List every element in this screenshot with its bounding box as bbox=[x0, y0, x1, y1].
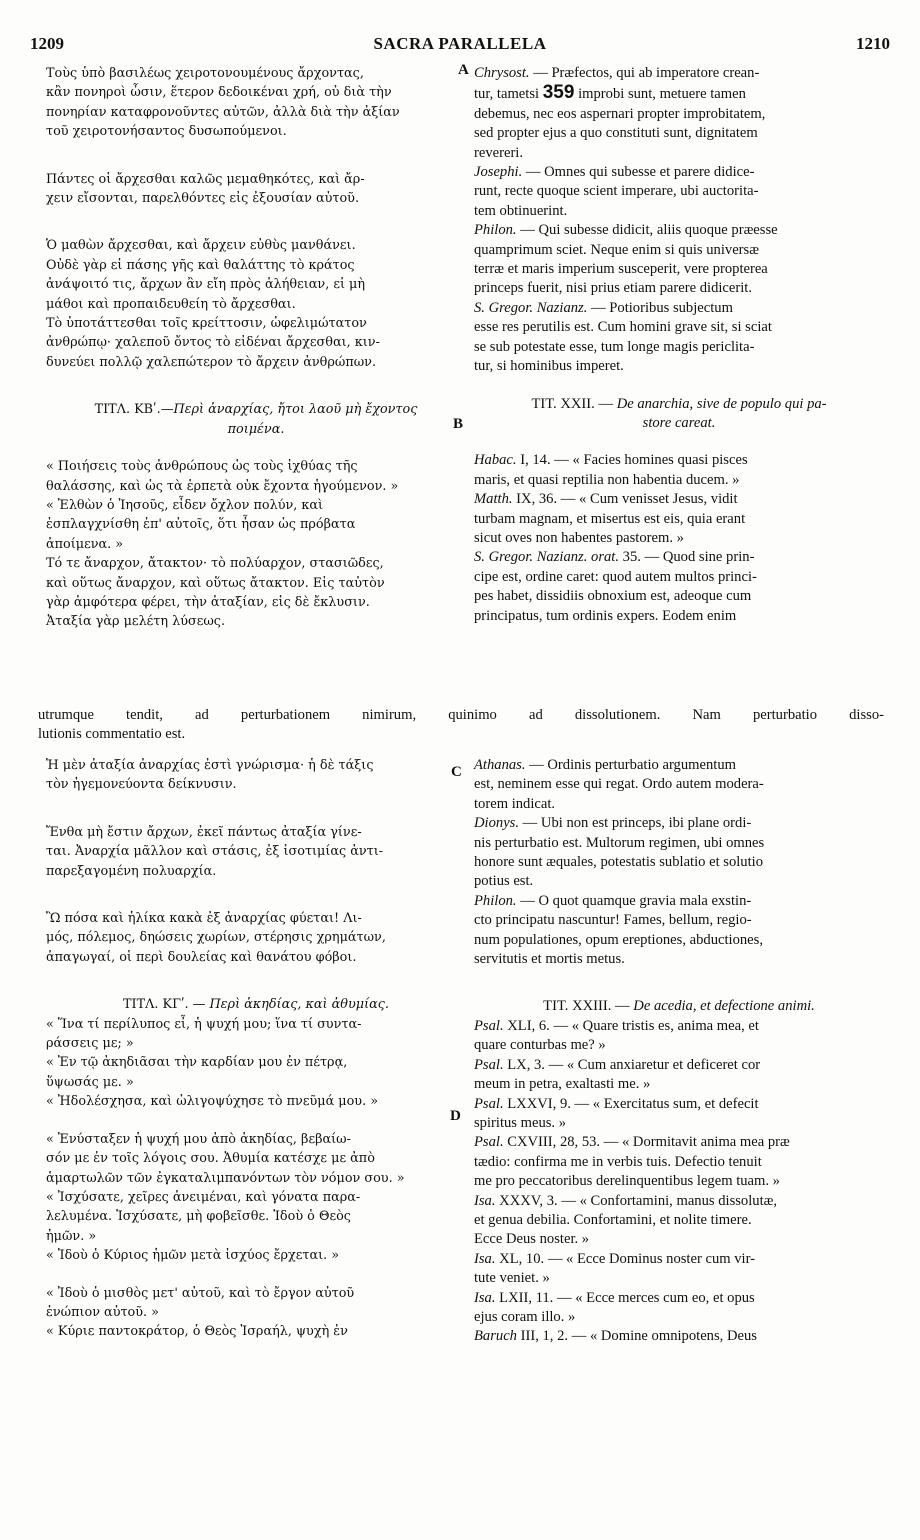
source-citation: Isa. bbox=[474, 1289, 496, 1306]
text-run: est, neminem esse qui regat. Ordo autem modera- bbox=[474, 776, 764, 793]
latin-paragraph bbox=[474, 1289, 884, 1328]
marker-c: C bbox=[451, 764, 462, 780]
text-line: παρεξαγομένη πολυαρχία. bbox=[46, 863, 217, 879]
source-citation: Psal. bbox=[474, 1017, 504, 1034]
latin-paragraph bbox=[474, 892, 884, 970]
text-line bbox=[474, 756, 884, 775]
text-line bbox=[474, 83, 884, 104]
text-run: esse res perutilis est. Cum homini grave sit, si sciat bbox=[474, 319, 772, 336]
text-line: σόν με ἐν τοῖς λόγοις σου. Ἀθυμία κατέσχε με ἀπὸ bbox=[46, 1151, 375, 1167]
text-line bbox=[474, 124, 884, 143]
text-run: quamprimum sciet. Neque enim si quis universæ bbox=[474, 241, 759, 258]
text-line bbox=[474, 1017, 884, 1036]
text-line bbox=[474, 1172, 884, 1191]
text-run: — « Facies homines quasi pisces bbox=[554, 452, 748, 469]
text-line bbox=[474, 451, 884, 470]
title-line: ποιμένα. bbox=[227, 421, 285, 437]
source-citation: Habac. bbox=[474, 452, 517, 469]
source-citation: Isa. bbox=[474, 1250, 496, 1267]
text-line bbox=[474, 1327, 884, 1346]
text-line: πονηρίαν καταφρονοῦντες αὐτῶν, ἀλλὰ διὰ τὴν ἀξίαν bbox=[46, 104, 400, 120]
text-line bbox=[474, 105, 884, 124]
latin-paragraph bbox=[474, 163, 884, 221]
text-line: γὰρ ἀμφότερα φέρει, τὴν ἀταξίαν, εἰς δὲ ἔκλυσιν. bbox=[46, 594, 370, 610]
text-run: se sub potestate esse, tum longe magis periclita- bbox=[474, 338, 755, 355]
text-line bbox=[474, 529, 884, 548]
text-run: meum in petra, exaltasti me. » bbox=[474, 1076, 651, 1093]
text-run: terræ et maris imperium susceperit, vere propterea bbox=[474, 261, 768, 278]
text-line: « Ἐνύσταξεν ἡ ψυχή μου ἀπὸ ἀκηδίας, βεβαίω- bbox=[46, 1131, 351, 1147]
text-line bbox=[474, 1192, 884, 1211]
text-line: ἀνάψοιτό τις, ἄρχων ἂν εἴη πρὸς ἀλήθειαν, εἰ μὴ bbox=[46, 277, 366, 293]
text-line bbox=[474, 202, 884, 221]
greek-paragraph bbox=[46, 1322, 466, 1341]
text-line bbox=[474, 490, 884, 509]
source-citation: S. Gregor. Nazianz. bbox=[474, 299, 588, 316]
text-line: Τό τε ἄναρχον, ἄτακτον· τὸ πολύαρχον, στασιῶδες, bbox=[46, 556, 384, 572]
text-line: ἁμαρτωλῶν τῶν ἐγκαταλιμπανόντων τὸν νόμον σου. » bbox=[46, 1170, 405, 1186]
text-run: tur, tametsi bbox=[474, 86, 543, 103]
latin-paragraph bbox=[474, 814, 884, 892]
source-citation: Josephi. bbox=[474, 164, 523, 181]
text-run: tædio: confirma me in verbis tuis. Defectio tenuit bbox=[474, 1153, 762, 1170]
source-citation: Psal. bbox=[474, 1056, 504, 1073]
text-line bbox=[474, 892, 884, 911]
page-number-right: 1210 bbox=[856, 34, 890, 53]
text-line: Τοὺς ὑπὸ βασιλέως χειροτονουμένους ἄρχοντας, bbox=[46, 66, 364, 81]
text-line: ἀποίμενα. » bbox=[46, 536, 124, 552]
text-run: me pro peccatoribus derelinquentibus legem tuam. » bbox=[474, 1173, 780, 1190]
text-run: cipe est, ordine caret: quod autem multos princi- bbox=[474, 568, 757, 585]
citation-ref: XL, 10. bbox=[499, 1250, 545, 1267]
text-run: — « Confortamini, manus dissolutæ, bbox=[561, 1192, 778, 1209]
title-line bbox=[474, 395, 884, 414]
source-citation: Philon. bbox=[474, 892, 517, 909]
latin-paragraph bbox=[474, 1133, 884, 1191]
text-run: quare conturbas me? » bbox=[474, 1037, 606, 1054]
text-line: ἡμῶν. » bbox=[46, 1228, 97, 1244]
text-run: servitutis et mortis metus. bbox=[474, 951, 625, 968]
text-line bbox=[474, 1211, 884, 1230]
greek-paragraph bbox=[46, 1092, 466, 1111]
text-line bbox=[474, 182, 884, 201]
text-line: « Κύριε παντοκράτορ, ὁ Θεὸς Ἰσραήλ, ψυχὴ ἐν bbox=[46, 1324, 348, 1340]
latin-paragraph bbox=[474, 1327, 884, 1346]
text-run: revereri. bbox=[474, 144, 524, 161]
text-line: ὕψωσάς με. » bbox=[46, 1074, 134, 1090]
text-line bbox=[474, 587, 884, 606]
text-run: turbam magnam, et misertus est eis, quia erant bbox=[474, 510, 746, 527]
source-citation: Athanas. bbox=[474, 757, 526, 773]
page-number-left: 1209 bbox=[30, 34, 64, 53]
latin-paragraph bbox=[474, 299, 884, 377]
text-line bbox=[474, 1056, 884, 1075]
citation-ref: I, 14. bbox=[520, 452, 551, 469]
text-line bbox=[474, 931, 884, 950]
text-line: « Ἐλθὼν ὁ Ἰησοῦς, εἶδεν ὄχλον πολύν, καὶ bbox=[46, 497, 324, 513]
greek-paragraph bbox=[46, 1284, 466, 1323]
text-line bbox=[474, 64, 884, 83]
text-run: potius est. bbox=[474, 873, 534, 890]
text-line bbox=[474, 1036, 884, 1055]
running-header bbox=[30, 34, 890, 62]
greek-paragraph bbox=[46, 457, 466, 496]
text-line: « Ἐν τῷ ἀκηδιᾶσαι τὴν καρδίαν μου ἐν πέτρᾳ, bbox=[46, 1055, 348, 1071]
greek-paragraph bbox=[46, 1246, 466, 1265]
greek-paragraph bbox=[46, 1130, 466, 1188]
text-run: — « Ecce merces cum eo, et opus bbox=[556, 1289, 755, 1306]
greek-column-top bbox=[46, 64, 466, 632]
text-run: — « Domine omnipotens, Deus bbox=[571, 1328, 757, 1345]
text-line bbox=[474, 241, 884, 260]
text-run: principatus, tum ordinis expers. Eodem enim bbox=[474, 607, 737, 624]
text-line bbox=[474, 471, 884, 490]
text-line: Ἀταξία γὰρ μελέτη λύσεως. bbox=[46, 614, 226, 630]
citation-ref: 35. bbox=[622, 549, 641, 566]
citation-ref: CXVIII, 28, 53. bbox=[507, 1134, 601, 1151]
text-line bbox=[474, 872, 884, 891]
text-run: debemus, nec eos aspernari propter improbitatem, bbox=[474, 105, 766, 122]
text-run: runt, recte quoque scient imperare, ubi auctorita- bbox=[474, 183, 759, 200]
text-run: nis perturbatio est. Multorum regimen, ubi omnes bbox=[474, 834, 765, 851]
source-citation: Psal. bbox=[474, 1095, 504, 1112]
greek-paragraph bbox=[46, 554, 466, 632]
text-line bbox=[474, 1308, 884, 1327]
latin-paragraph bbox=[474, 1056, 884, 1095]
text-line bbox=[474, 607, 884, 626]
text-line: « Ἰσχύσατε, χεῖρες ἀνειμέναι, καὶ γόνατα παρα- bbox=[46, 1189, 361, 1205]
marker-d: D bbox=[450, 1108, 461, 1124]
title-lead: TIT. XXII. — bbox=[531, 395, 617, 412]
source-citation: Isa. bbox=[474, 1192, 496, 1209]
title-line: store careat. bbox=[642, 414, 716, 431]
latin-paragraph bbox=[474, 451, 884, 490]
text-line: « Ἵνα τί περίλυπος εἶ, ἡ ψυχή μου; ἵνα τί συντα- bbox=[46, 1016, 362, 1032]
text-line bbox=[474, 1114, 884, 1133]
text-run: — Ubi non est princeps, ibi plane ordi- bbox=[522, 815, 752, 832]
text-line: Πάντες οἱ ἄρχεσθαι καλῶς μεμαθηκότες, καὶ ἄρ- bbox=[46, 171, 365, 187]
title-lead: ΤΙΤΛ. ΚΓʹ. — bbox=[123, 997, 210, 1013]
title-line bbox=[474, 997, 884, 1016]
text-line bbox=[474, 1230, 884, 1249]
text-run: honore sunt æquales, potestatis sublatio et solutio bbox=[474, 854, 764, 871]
text-run: — « Exercitatus sum, et defecit bbox=[574, 1095, 759, 1112]
text-run: ejus coram illo. » bbox=[474, 1308, 576, 1325]
text-line: ται. Ἀναρχία μᾶλλον καὶ στάσις, ἐξ ἰσοτιμίας ἀντι- bbox=[46, 844, 384, 860]
text-line: θαλάσσης, καὶ ὡς τὰ ἑρπετὰ οὐκ ἔχοντα ἡγούμενον. » bbox=[46, 478, 399, 494]
text-line bbox=[474, 1250, 884, 1269]
text-run: — « Quare tristis es, anima mea, et bbox=[553, 1017, 759, 1034]
latin-column-bottom bbox=[474, 756, 884, 1347]
text-run: — « Dormitavit anima mea præ bbox=[603, 1134, 790, 1151]
greek-paragraph bbox=[46, 170, 466, 209]
text-line bbox=[474, 510, 884, 529]
latin-paragraph bbox=[474, 1250, 884, 1289]
text-run: cto principatu nascuntur! Fames, bellum, regio- bbox=[474, 912, 752, 929]
text-run: Ecce Deus noster. » bbox=[474, 1231, 590, 1248]
source-citation: Chrysost. bbox=[474, 65, 530, 81]
text-line: ἐσπλαγχνίσθη ἐπ' αὐτοῖς, ὅτι ἦσαν ὡς πρόβατα bbox=[46, 517, 356, 533]
text-line bbox=[474, 1269, 884, 1288]
text-line bbox=[474, 911, 884, 930]
text-line: λελυμένα. Ἰσχύσατε, μὴ φοβεῖσθε. Ἰδοὺ ὁ Θεὸς bbox=[46, 1209, 351, 1225]
text-line: Τὸ ὑποτάττεσθαι τοῖς κρείττοσιν, ὠφελιμώτατον bbox=[46, 316, 367, 332]
title-text: De anarchia, sive de populo qui pa- bbox=[616, 395, 827, 412]
title-line bbox=[46, 400, 466, 419]
greek-paragraph bbox=[46, 909, 466, 967]
latin-column-top bbox=[474, 64, 884, 626]
title-lead: ΤΙΤΛ. ΚΒʹ.— bbox=[94, 402, 174, 418]
source-citation: S. Gregor. Nazianz. orat. bbox=[474, 549, 620, 566]
title-text: De acedia, et defectione animi. bbox=[633, 998, 815, 1015]
citation-ref: LX, 3. bbox=[507, 1056, 545, 1073]
latin-paragraph bbox=[474, 490, 884, 548]
marker-a: A bbox=[458, 62, 469, 78]
citation-ref: LXII, 11. bbox=[499, 1289, 554, 1306]
text-line bbox=[474, 260, 884, 279]
latin-paragraph bbox=[474, 1095, 884, 1134]
text-line bbox=[474, 950, 884, 969]
text-line: χειν εἴσονται, παρελθόντες εἰς ἐξουσίαν αὐτοῦ. bbox=[46, 191, 360, 207]
latin-paragraph bbox=[474, 1017, 884, 1056]
text-line bbox=[474, 338, 884, 357]
latin-paragraph bbox=[474, 221, 884, 299]
title-text: Περὶ ἀναρχίας, ἤτοι λαοῦ μὴ ἔχοντος bbox=[173, 402, 418, 418]
text-run: — Omnes qui subesse et parere didice- bbox=[525, 164, 755, 181]
latin-paragraph bbox=[474, 756, 884, 814]
text-run: maris, et quasi reptilia non habentia ducem. » bbox=[474, 471, 740, 488]
greek-paragraph bbox=[46, 64, 466, 142]
text-run: tute veniet. » bbox=[474, 1270, 550, 1287]
text-line: Οὐδὲ γὰρ εἰ πάσης γῆς καὶ θαλάττης τὸ κράτος bbox=[46, 257, 355, 273]
spanning-line: utrumque tendit, ad perturbationem nimirum, quinimo ad dissolutionem. Nam perturbatio disso- bbox=[38, 707, 884, 723]
latin-section-title bbox=[474, 395, 884, 434]
text-run: — Præfectos, qui ab imperatore crean- bbox=[533, 65, 760, 81]
text-run: improbi sunt, metuere tamen bbox=[574, 86, 746, 103]
source-citation: Psal. bbox=[474, 1134, 504, 1151]
text-line bbox=[474, 775, 884, 794]
text-line: ἐνώπιον αὐτοῦ. » bbox=[46, 1304, 160, 1320]
source-citation: Philon. bbox=[474, 222, 517, 239]
text-line: ράσσεις με; » bbox=[46, 1036, 134, 1052]
text-line bbox=[474, 357, 884, 376]
text-line: « Ποιήσεις τοὺς ἀνθρώπους ὡς τοὺς ἰχθύας τῆς bbox=[46, 459, 358, 475]
text-run: tur, si hominibus imperet. bbox=[474, 358, 624, 375]
text-run: et genua debilia. Confortamini, et nolite timere. bbox=[474, 1211, 752, 1228]
text-run: pes habet, dissidiis obnoxium est, adeoque cum bbox=[474, 588, 752, 605]
citation-ref: XXXV, 3. bbox=[499, 1192, 558, 1209]
greek-paragraph bbox=[46, 236, 466, 372]
text-line: μός, πόλεμος, δηώσεις χωρίων, στέρησις χρημάτων, bbox=[46, 930, 386, 946]
text-line bbox=[474, 853, 884, 872]
text-run: — Quod sine prin- bbox=[644, 549, 755, 566]
text-run: — O quot quamque gravia mala exstin- bbox=[520, 892, 752, 909]
spanning-text bbox=[38, 706, 884, 745]
text-line: Ἡ μὲν ἀταξία ἀναρχίας ἐστὶ γνώρισμα· ἡ δὲ τάξις bbox=[46, 758, 374, 773]
text-run: sicut oves non habentes pastorem. » bbox=[474, 529, 684, 546]
citation-ref: XLI, 6. bbox=[507, 1017, 550, 1034]
page-title: SACRA PARALLELA bbox=[373, 34, 547, 53]
text-run: sed propter ejus a quo constituti sunt, dignitatem bbox=[474, 125, 758, 142]
text-run: — Qui subesse didicit, aliis quoque præesse bbox=[520, 222, 778, 239]
title-line bbox=[46, 995, 466, 1014]
text-run: — « Cum venisset Jesus, vidit bbox=[560, 491, 738, 508]
text-run: — « Cum anxiaretur et deficeret cor bbox=[548, 1056, 761, 1073]
text-line: καὶ οὕτως ἄναρχον, καὶ οὕτως ἄτακτον. Εἰς ταὐτὸν bbox=[46, 575, 385, 591]
text-line: Ὁ μαθὼν ἄρχεσθαι, καὶ ἄρχειν εὐθὺς μανθάνει. bbox=[46, 238, 356, 254]
text-line bbox=[474, 834, 884, 853]
greek-paragraph bbox=[46, 1015, 466, 1054]
latin-paragraph bbox=[474, 64, 884, 163]
greek-section-title bbox=[46, 400, 466, 439]
text-line bbox=[474, 279, 884, 298]
greek-paragraph bbox=[46, 496, 466, 554]
text-run: spiritus meus. » bbox=[474, 1114, 567, 1131]
text-line bbox=[474, 1095, 884, 1114]
text-line bbox=[474, 548, 884, 567]
citation-ref: IX, 36. bbox=[516, 491, 558, 508]
citation-ref: III, 1, 2. bbox=[520, 1328, 569, 1345]
text-line: δυνεύει πολλῷ χαλεπώτερον τὸ ἄρχειν ἀνθρώπων. bbox=[46, 354, 377, 370]
greek-column-bottom bbox=[46, 756, 466, 1342]
text-line: τοῦ χειροτονήσαντος δυσωπούμενοι. bbox=[46, 124, 287, 140]
text-line bbox=[474, 221, 884, 240]
latin-paragraph bbox=[474, 1192, 884, 1250]
text-line bbox=[474, 568, 884, 587]
text-line bbox=[474, 1075, 884, 1094]
text-line: « Ἠδολέσχησα, καὶ ὠλιγοψύχησε τὸ πνεῦμά μου. » bbox=[46, 1094, 379, 1110]
greek-paragraph bbox=[46, 823, 466, 881]
text-run: tem obtinuerint. bbox=[474, 202, 568, 219]
text-line: Ὢ πόσα καὶ ἡλίκα κακὰ ἐξ ἀναρχίας φύεται! Λι- bbox=[46, 911, 362, 927]
source-citation: Matth. bbox=[474, 491, 513, 508]
source-citation: Dionys. bbox=[474, 815, 519, 832]
greek-paragraph bbox=[46, 756, 466, 795]
column-number: 359 bbox=[542, 82, 575, 104]
text-line: « Ἰδοὺ ὁ μισθὸς μετ' αὐτοῦ, καὶ τὸ ἔργον αὐτοῦ bbox=[46, 1285, 355, 1301]
greek-paragraph bbox=[46, 1188, 466, 1246]
text-run: — Ordinis perturbatio argumentum bbox=[529, 757, 736, 773]
title-text: Περὶ ἀκηδίας, καὶ ἀθυμίας. bbox=[209, 997, 389, 1013]
text-line bbox=[474, 144, 884, 163]
text-line bbox=[474, 318, 884, 337]
source-citation: Baruch bbox=[474, 1328, 517, 1345]
text-run: — Potioribus subjectum bbox=[591, 299, 733, 316]
text-run: torem indicat. bbox=[474, 795, 556, 812]
greek-section-title bbox=[46, 995, 466, 1014]
spanning-line: lutionis commentatio est. bbox=[38, 726, 186, 743]
latin-paragraph bbox=[474, 548, 884, 626]
text-line bbox=[474, 163, 884, 182]
citation-ref: LXXVI, 9. bbox=[507, 1095, 571, 1112]
marker-b: B bbox=[453, 416, 464, 432]
text-line: μάθοι καὶ προπαιδευθείη τὸ ἄρχεσθαι. bbox=[46, 296, 296, 312]
title-lead: TIT. XXIII. — bbox=[543, 998, 634, 1015]
latin-section-title bbox=[474, 997, 884, 1016]
text-run: princeps fuerit, nisi prius etiam parere didicerit. bbox=[474, 280, 752, 297]
greek-paragraph bbox=[46, 1053, 466, 1092]
text-line: Ἔνθα μὴ ἔστιν ἄρχων, ἐκεῖ πάντως ἀταξία γίνε- bbox=[46, 824, 362, 840]
text-line bbox=[474, 814, 884, 833]
text-line: ἀπαγωγαί, οἱ περὶ δουλείας καὶ θανάτου φόβοι. bbox=[46, 949, 357, 965]
text-run: num populationes, opum ereptiones, abductiones, bbox=[474, 931, 763, 948]
text-run: — « Ecce Dominus noster cum vir- bbox=[547, 1250, 756, 1267]
text-line: κἂν πονηροὶ ὦσιν, ἕτερον δεδοικέναι χρή, οὐ διὰ τὴν bbox=[46, 85, 392, 101]
text-line bbox=[474, 1289, 884, 1308]
text-line bbox=[474, 299, 884, 318]
text-line bbox=[474, 1153, 884, 1172]
text-line bbox=[474, 1133, 884, 1152]
text-line: « Ἰδοὺ ὁ Κύριος ἡμῶν μετὰ ἰσχύος ἔρχεται. » bbox=[46, 1248, 340, 1264]
text-line: ἀνθρώπῳ· χαλεποῦ ὄντος τὸ εἰδέναι ἄρχεσθαι, κιν- bbox=[46, 335, 380, 351]
text-line: τὸν ἡγεμονεύοντα δείκνυσιν. bbox=[46, 777, 237, 793]
text-line bbox=[474, 795, 884, 814]
